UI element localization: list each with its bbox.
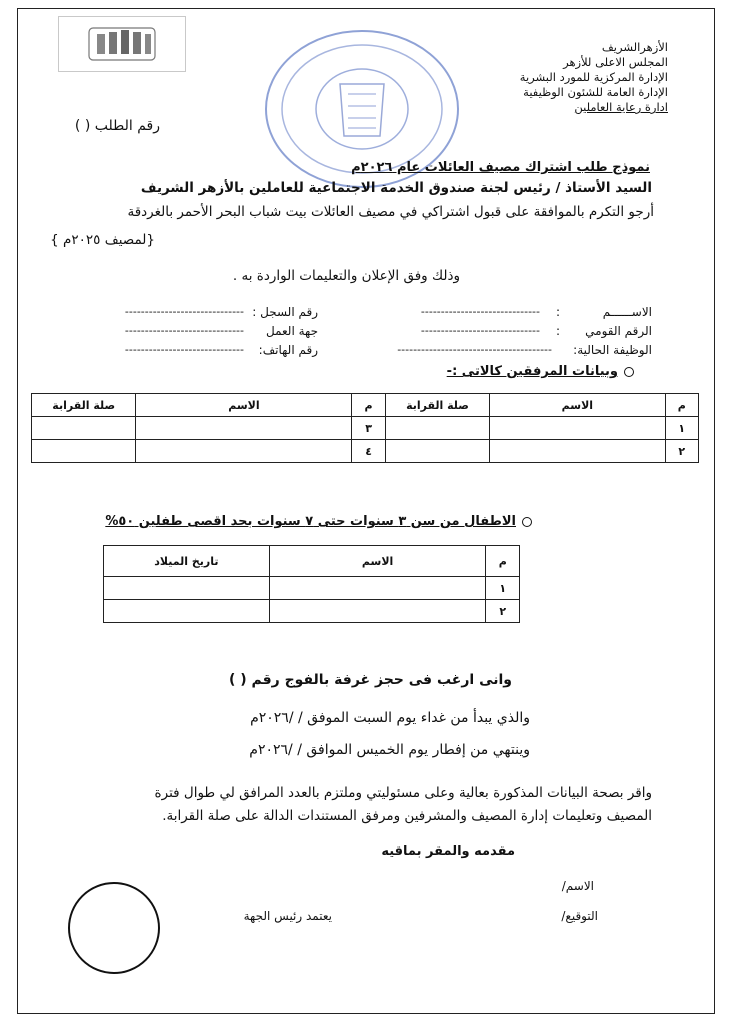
table-cell: ٣ xyxy=(352,417,385,440)
field-record-no-label: رقم السجل : xyxy=(252,305,318,319)
table-cell[interactable] xyxy=(490,440,665,463)
table-header-row xyxy=(104,546,520,577)
approval-label: يعتمد رئيس الجهة xyxy=(243,909,332,923)
field-phone-line[interactable]: ------------------------------ xyxy=(124,343,244,356)
addressee: السيد الأستاذ / رئيس لجنة صندوق الخدمة الاجتماعية للعاملين بالأزهر الشريف xyxy=(140,180,652,196)
children-title xyxy=(105,514,532,529)
table-cell[interactable] xyxy=(269,600,486,623)
header-line: ادارة رعاية العاملين xyxy=(574,100,668,114)
table-cell: ١ xyxy=(665,417,698,440)
table-cell: ٢ xyxy=(665,440,698,463)
field-colon: : xyxy=(555,305,560,319)
table-header: م xyxy=(486,546,520,577)
table-header-row xyxy=(32,394,699,417)
field-colon: : xyxy=(555,324,560,338)
table-cell: ٢ xyxy=(486,600,520,623)
table-cell[interactable] xyxy=(269,577,486,600)
table-header: الاسم xyxy=(136,394,352,417)
companions-table xyxy=(31,393,699,463)
field-work-place-label: جهة العمل xyxy=(265,324,318,338)
companions-title xyxy=(447,364,634,379)
field-national-id-line[interactable]: ------------------------------ xyxy=(420,324,540,337)
header-line: المجلس الاعلى للأزهر xyxy=(563,55,668,69)
table-cell: ٤ xyxy=(352,440,385,463)
table-header: تاريخ الميلاد xyxy=(104,546,270,577)
header-line: الإدارة المركزية للمورد البشرية xyxy=(519,70,668,84)
end-date-line: وينتهي من إفطار يوم الخميس الموافق / /٢٠٢٦م xyxy=(249,742,530,758)
applicant-signature-label: التوقيع/ xyxy=(561,909,598,923)
field-name-line[interactable]: ------------------------------ xyxy=(420,305,540,318)
start-date-line: والذي يبدأ من غداء يوم السبت الموفق / /٢٠٢٦م xyxy=(250,710,530,726)
request-line: {لمصيف ٢٠٢٥م } xyxy=(50,232,155,248)
seal-circle xyxy=(68,882,160,974)
field-job-label: الوظيفة الحالية: xyxy=(573,343,652,357)
request-line: أرجو التكرم بالموافقة على قبول اشتراكي في مصيف العائلات بيت شباب البحر الأحمر بالغردقة xyxy=(127,204,654,220)
table-header: م xyxy=(352,394,385,417)
azhar-logo xyxy=(58,16,186,72)
organization-header xyxy=(408,40,668,115)
table-cell[interactable] xyxy=(385,440,489,463)
field-national-id-label: الرقم القومي xyxy=(585,324,652,338)
table-row xyxy=(104,577,520,600)
table-header: م xyxy=(665,394,698,417)
declaration-line: واقر بصحة البيانات المذكورة بعالية وعلى مسئوليتي وملتزم بالعدد المرافق لي طوال فترة xyxy=(154,785,652,801)
table-cell[interactable] xyxy=(136,417,352,440)
table-cell[interactable] xyxy=(136,440,352,463)
table-header: الاسم xyxy=(490,394,665,417)
declaration-line: المصيف وتعليمات إدارة المصيف والمشرفين ومرفق المستندات الدالة على صلة القرابة. xyxy=(162,808,652,824)
applicant-name-label: الاسم/ xyxy=(561,879,594,893)
bullet-icon xyxy=(522,517,532,527)
children-table xyxy=(103,545,520,623)
field-work-place-line[interactable]: ------------------------------ xyxy=(124,324,244,337)
table-row xyxy=(32,440,699,463)
table-cell[interactable] xyxy=(32,417,136,440)
children-title-text: الاطفال من سن ٣ سنوات حتى ٧ سنوات بحد اقصى طفلين ٥٠% xyxy=(105,514,516,529)
table-row xyxy=(104,600,520,623)
table-cell[interactable] xyxy=(385,417,489,440)
table-header: الاسم xyxy=(269,546,486,577)
table-row xyxy=(32,417,699,440)
field-record-no-line[interactable]: ------------------------------ xyxy=(124,305,244,318)
table-cell: ١ xyxy=(486,577,520,600)
applicant-title: مقدمه والمقر بماقيه xyxy=(381,844,515,859)
header-line: الإدارة العامة للشئون الوظيفية xyxy=(523,85,668,99)
companions-title-text: وبيانات المرفقين كالاتى :- xyxy=(446,364,618,379)
bullet-icon xyxy=(624,367,634,377)
according-line: وذلك وفق الإعلان والتعليمات الواردة به . xyxy=(232,268,460,284)
header-line: الأزهرالشريف xyxy=(601,40,668,54)
table-cell[interactable] xyxy=(490,417,665,440)
table-header: صلة القرابة xyxy=(32,394,136,417)
table-cell[interactable] xyxy=(32,440,136,463)
table-cell[interactable] xyxy=(104,577,270,600)
table-cell[interactable] xyxy=(104,600,270,623)
form-title: نموذج طلب اشتراك مصيف العائلات عام ٢٠٢٦م xyxy=(351,160,650,175)
booking-line: وانى ارغب فى حجز غرفة بالفوج رقم ( ) xyxy=(228,672,512,688)
field-name-label: الاســــــم xyxy=(602,305,652,319)
request-number: رقم الطلب ( ) xyxy=(74,118,160,134)
field-phone-label: رقم الهاتف: xyxy=(258,343,318,357)
field-job-line[interactable]: --------------------------------------- xyxy=(397,343,552,356)
table-header: صلة القرابة xyxy=(385,394,489,417)
